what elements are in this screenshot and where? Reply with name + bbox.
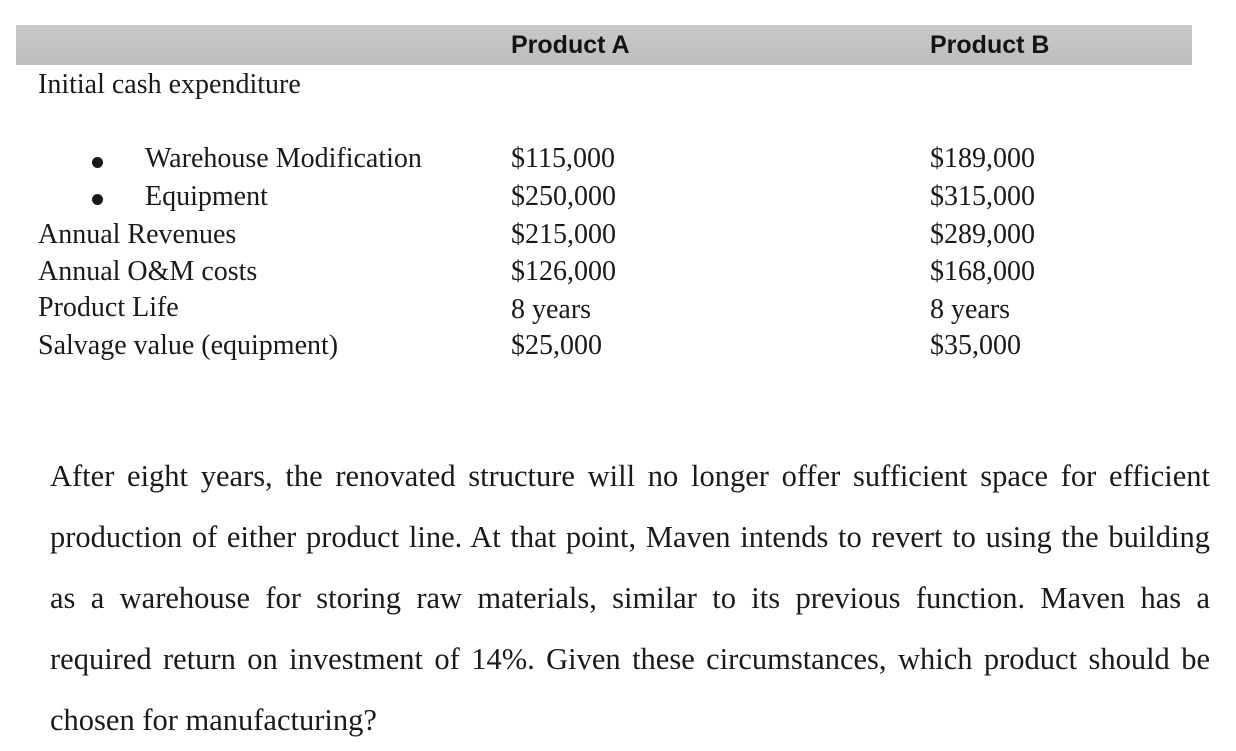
cell-product-b-warehouse-modification: $189,000 xyxy=(930,143,1035,174)
question-paragraph: After eight years, the renovated structure will no longer offer sufficient space for efficient production of either product line. At that point, Maven intends to revert to using the building as a warehouse for storing raw materials, similar to its previous function. Maven has a required return on investment of 14%. Given these circumstances, which product should be chosen for manufacturing? xyxy=(50,459,1210,737)
row-label-warehouse-modification: Warehouse Modification xyxy=(145,143,422,174)
cell-product-b-salvage-value: $35,000 xyxy=(930,330,1021,361)
cell-product-a-product-life: 8 years xyxy=(511,294,592,325)
cell-product-b-product-life: 8 years xyxy=(930,294,1011,325)
column-header-product-b: Product B xyxy=(930,31,1050,59)
cell-product-b-annual-revenues: $289,000 xyxy=(930,219,1035,250)
row-label-product-life: Product Life xyxy=(38,292,179,323)
row-label-annual-revenues: Annual Revenues xyxy=(38,219,237,250)
cell-product-a-warehouse-modification: $115,000 xyxy=(511,143,615,174)
column-header-product-a: Product A xyxy=(511,31,630,59)
bullet-icon xyxy=(92,194,103,205)
section-label-initial-cash: Initial cash expenditure xyxy=(38,69,301,100)
cell-product-b-annual-om-costs: $168,000 xyxy=(930,256,1035,287)
cell-product-a-equipment: $250,000 xyxy=(511,181,616,212)
row-label-annual-om-costs: Annual O&M costs xyxy=(38,256,258,287)
row-label-equipment: Equipment xyxy=(145,181,268,212)
bullet-icon xyxy=(92,157,103,168)
cell-product-a-salvage-value: $25,000 xyxy=(511,330,602,361)
cell-product-a-annual-revenues: $215,000 xyxy=(511,219,616,250)
row-label-salvage-value: Salvage value (equipment) xyxy=(38,330,339,361)
cell-product-b-equipment: $315,000 xyxy=(930,181,1035,212)
cell-product-a-annual-om-costs: $126,000 xyxy=(511,256,616,287)
